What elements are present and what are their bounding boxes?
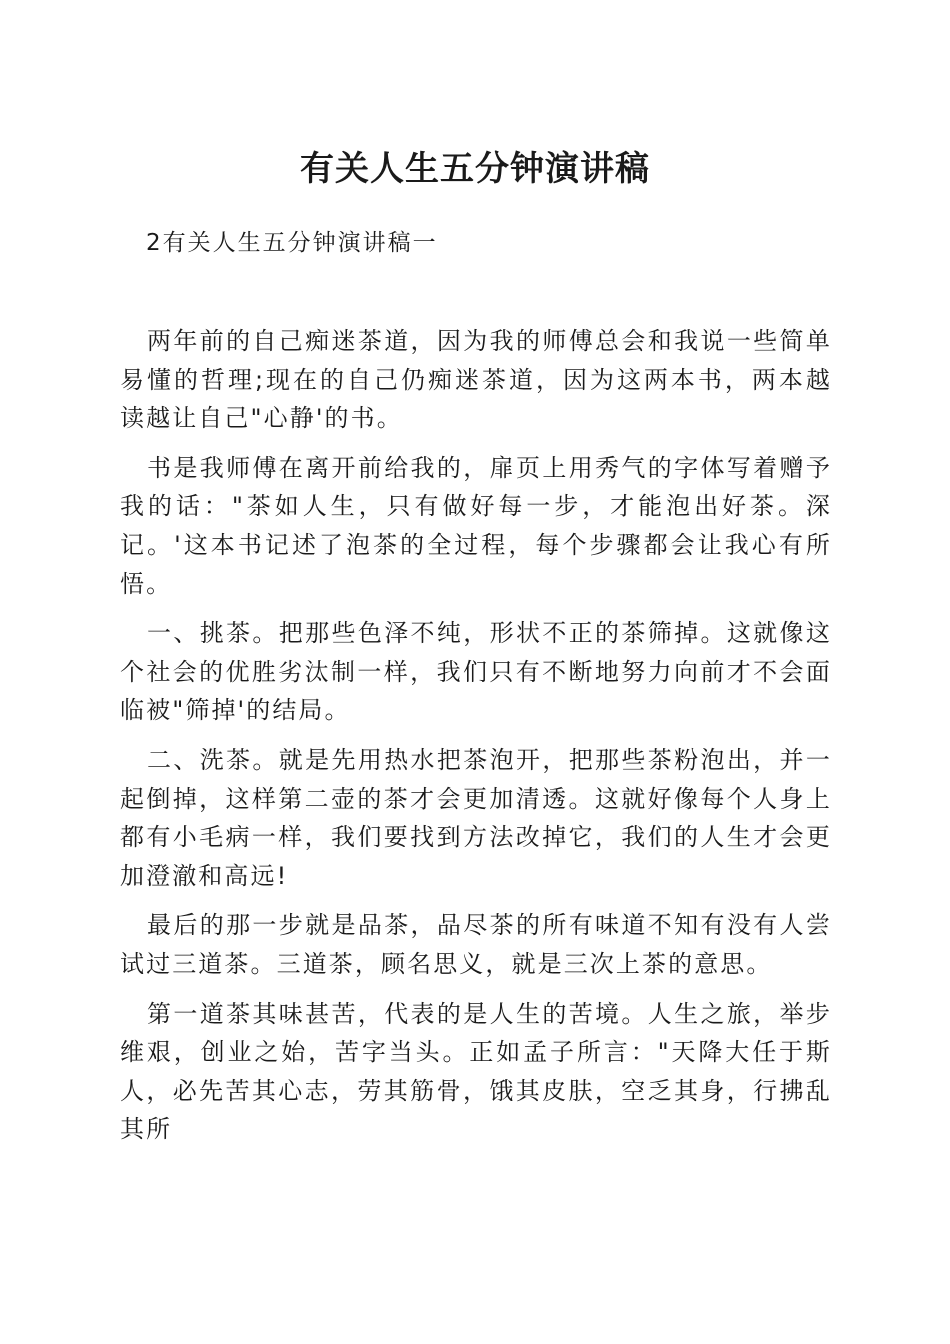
paragraph: 第一道茶其味甚苦，代表的是人生的苦境。人生之旅，举步维艰，创业之始，苦字当头。正如孟子所言："天降大任于斯人，必先苦其心志，劳其筋骨，饿其皮肤，空乏其身，行拂乱其所: [120, 999, 832, 1144]
paragraph: 书是我师傅在离开前给我的，扉页上用秀气的字体写着赠予我的话："茶如人生，只有做好每一步，才能泡出好茶。深记。'这本书记述了泡茶的全过程，每个步骤都会让我心有所悟。: [120, 453, 832, 598]
paragraph: 最后的那一步就是品茶，品尽茶的所有味道不知有没有人尝试过三道茶。三道茶，顾名思义，就是三次上茶的意思。: [120, 911, 832, 978]
document-title: 有关人生五分钟演讲稿: [300, 149, 650, 189]
document-body: [120, 322, 832, 1160]
paragraph: 两年前的自己痴迷茶道，因为我的师傅总会和我说一些简单易懂的哲理;现在的自己仍痴迷茶道，因为这两本书，两本越读越让自己"心静'的书。: [120, 327, 832, 433]
document-subtitle: 2有关人生五分钟演讲稿一: [146, 230, 438, 256]
paragraph: 一、挑茶。把那些色泽不纯，形状不正的茶筛掉。这就像这个社会的优胜劣汰制一样，我们只有不断地努力向前才不会面临被"筛掉'的结局。: [120, 619, 832, 725]
paragraph: 二、洗茶。就是先用热水把茶泡开，把那些茶粉泡出，并一起倒掉，这样第二壶的茶才会更加清透。这就好像每个人身上都有小毛病一样，我们要找到方法改掉它，我们的人生才会更加澄澈和高远!: [120, 745, 832, 890]
